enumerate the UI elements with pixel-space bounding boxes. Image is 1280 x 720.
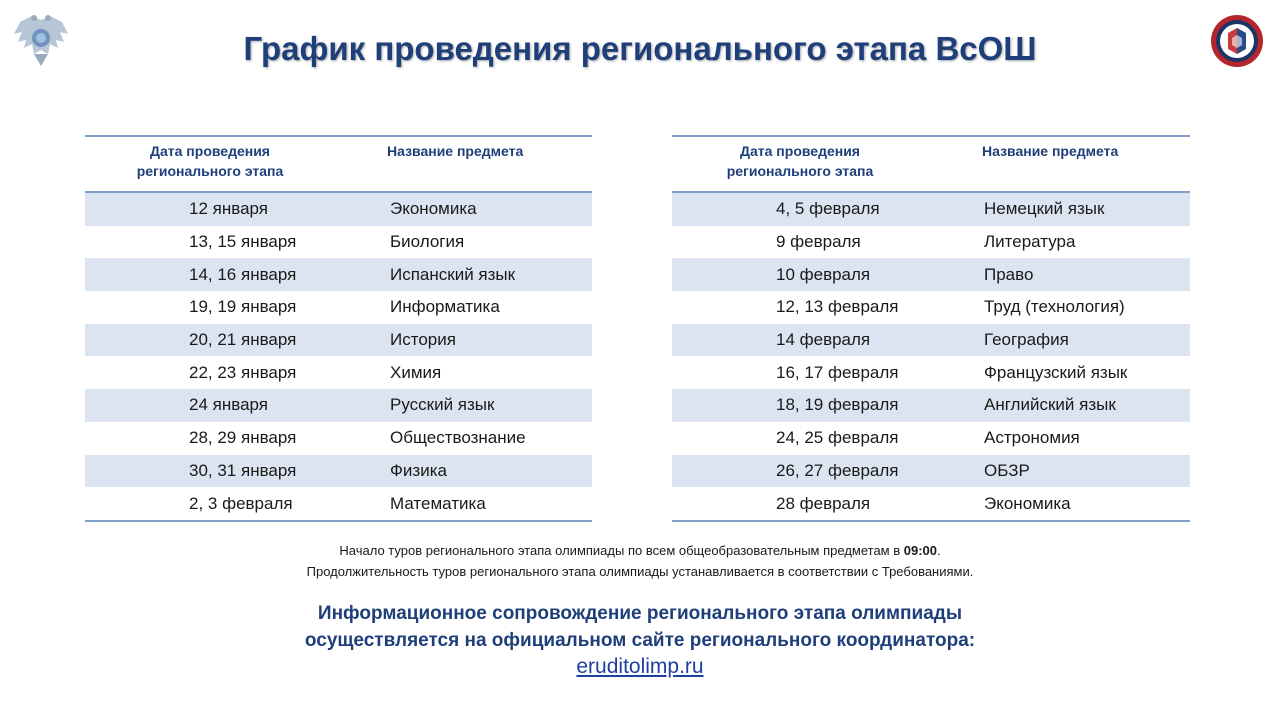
date-cell: 18, 19 февраля <box>672 389 928 422</box>
date-header-line2: регионального этапа <box>136 163 284 179</box>
table-row <box>85 455 592 488</box>
subject-cell: Труд (технология) <box>984 297 1125 317</box>
schedule-table-left <box>85 135 592 522</box>
table-row <box>672 192 1190 226</box>
date-cell: 28 февраля <box>672 487 928 521</box>
subject-cell: Астрономия <box>984 428 1080 448</box>
date-cell: 28, 29 января <box>189 428 297 448</box>
table-row <box>672 422 1190 455</box>
info-line-1: Информационное сопровождение регионального этапа олимпиады <box>317 603 963 624</box>
subject-cell: Английский язык <box>928 389 1190 422</box>
date-column-header <box>672 136 928 192</box>
date-header-line2: регионального этапа <box>726 163 874 179</box>
table-row <box>672 226 1190 259</box>
subject-cell: Информатика <box>390 297 500 317</box>
subject-cell: ОБЗР <box>928 455 1190 488</box>
date-cell: 13, 15 января <box>189 232 297 252</box>
subject-cell: Испанский язык <box>335 258 592 291</box>
subject-cell: Экономика <box>335 192 592 226</box>
table-row <box>672 487 1190 521</box>
date-header-line1: Дата проведения <box>150 143 270 159</box>
page-title: График проведения регионального этапа ВсОШ <box>243 30 1037 67</box>
subject-cell: Немецкий язык <box>928 192 1190 226</box>
start-time-note-end: . <box>937 543 941 558</box>
subject-column-header: Название предмета <box>335 136 592 192</box>
date-cell: 24, 25 февраля <box>776 428 899 448</box>
subject-cell: Обществознание <box>390 428 526 448</box>
date-cell: 22, 23 января <box>189 362 297 382</box>
table-row <box>672 455 1190 488</box>
table-row <box>85 291 592 324</box>
start-time-note <box>0 543 1280 558</box>
duration-note: Продолжительность туров регионального этапа олимпиады устанавливается в соответствии с Требованиями. <box>306 564 974 579</box>
coordinator-site-link[interactable]: eruditolimp.ru <box>576 655 704 678</box>
table-row <box>85 422 592 455</box>
table-row <box>85 192 592 226</box>
subject-cell: Физика <box>335 455 592 488</box>
subject-cell: Биология <box>390 232 465 252</box>
info-line-2: осуществляется на официальном сайте регионального координатора: <box>304 630 976 651</box>
schedule-rows-right <box>672 192 1190 521</box>
start-time-note-text: Начало туров регионального этапа олимпиады по всем общеобразовательным предметам в <box>339 543 904 558</box>
date-cell: 14 февраля <box>672 324 928 357</box>
date-cell: 10 февраля <box>672 258 928 291</box>
subject-cell: Химия <box>390 362 442 382</box>
schedule-table-right <box>672 135 1190 522</box>
date-cell: 12 января <box>85 192 335 226</box>
date-cell: 4, 5 февраля <box>672 192 928 226</box>
table-row <box>672 291 1190 324</box>
date-cell: 2, 3 февраля <box>85 487 335 521</box>
table-row <box>85 356 592 389</box>
table-row <box>672 258 1190 291</box>
date-cell: 14, 16 января <box>85 258 335 291</box>
table-row <box>85 389 592 422</box>
table-row <box>672 389 1190 422</box>
date-header-line1: Дата проведения <box>740 143 860 159</box>
table-header-row <box>672 136 1190 192</box>
table-row <box>85 226 592 259</box>
date-cell: 24 января <box>85 389 335 422</box>
date-cell: 12, 13 февраля <box>776 297 899 317</box>
subject-cell: Экономика <box>928 487 1190 521</box>
subject-column-header: Название предмета <box>928 136 1190 192</box>
table-row <box>85 324 592 357</box>
table-row <box>85 487 592 521</box>
date-cell: 9 февраля <box>776 232 861 252</box>
start-time-value: 09:00 <box>903 543 937 558</box>
date-column-header <box>85 136 335 192</box>
schedule-rows-left <box>85 192 592 521</box>
subject-cell: Литература <box>984 232 1076 252</box>
subject-cell: Русский язык <box>335 389 592 422</box>
date-cell: 20, 21 января <box>85 324 335 357</box>
table-header-row <box>85 136 592 192</box>
subject-cell: Математика <box>335 487 592 521</box>
subject-cell: Право <box>928 258 1190 291</box>
table-row <box>672 324 1190 357</box>
date-cell: 16, 17 февраля <box>776 362 899 382</box>
table-row <box>672 356 1190 389</box>
subject-cell: История <box>335 324 592 357</box>
table-row <box>85 258 592 291</box>
date-cell: 26, 27 февраля <box>672 455 928 488</box>
date-cell: 19, 19 января <box>189 297 297 317</box>
subject-cell: Французский язык <box>984 362 1128 382</box>
date-cell: 30, 31 января <box>85 455 335 488</box>
subject-cell: География <box>928 324 1190 357</box>
